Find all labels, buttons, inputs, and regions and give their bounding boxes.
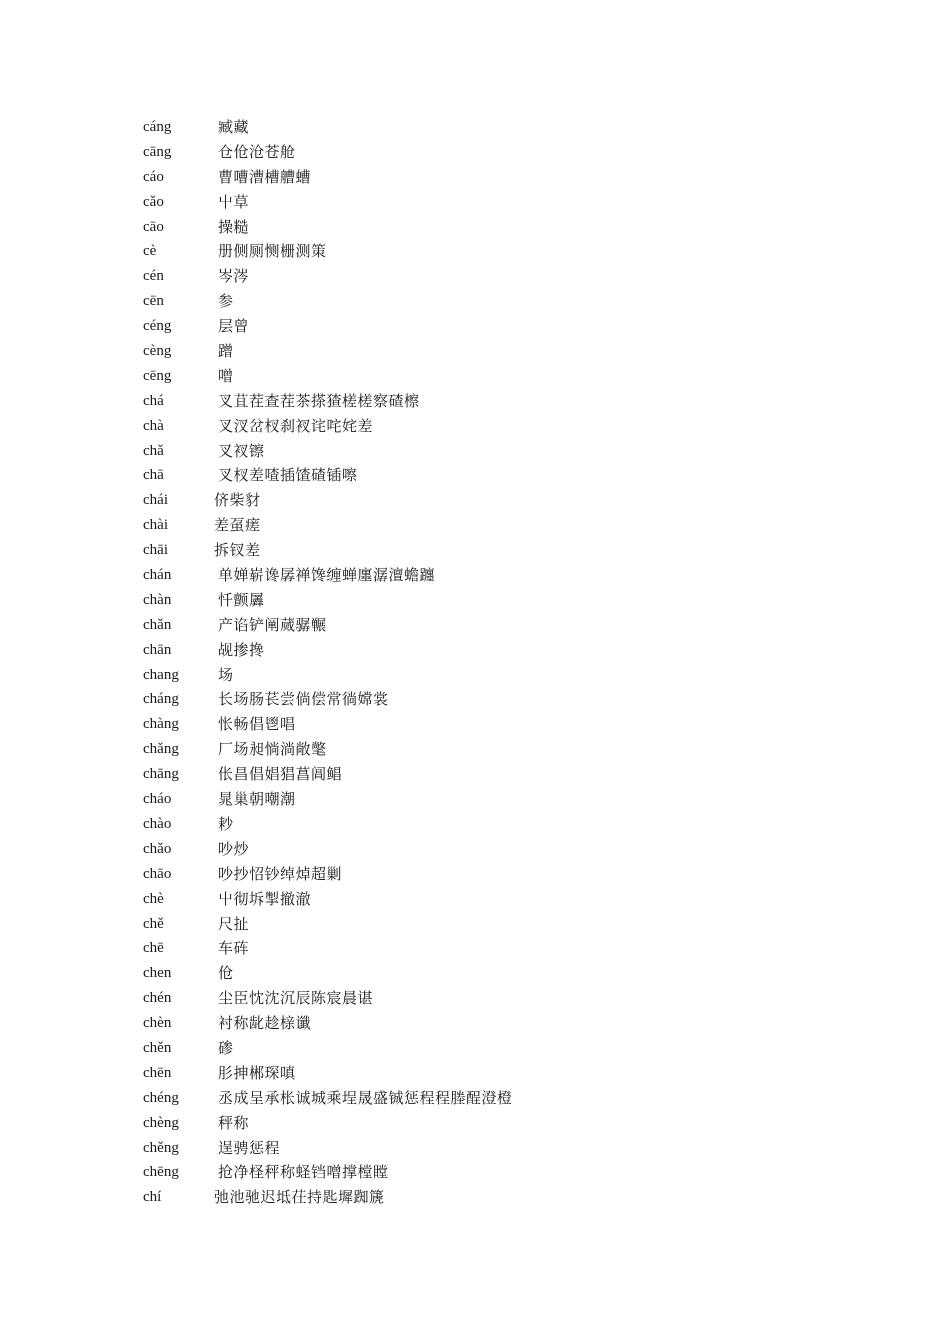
list-item — [143, 563, 903, 588]
list-item — [143, 439, 903, 464]
list-item — [143, 1011, 903, 1036]
list-item — [143, 762, 903, 787]
character-group: 曹嘈漕槽艚螬 — [218, 167, 312, 186]
pinyin-label: chén — [143, 990, 172, 1007]
pinyin-label: chang — [143, 666, 179, 683]
pinyin-label: cǎo — [143, 193, 164, 210]
list-item — [143, 165, 903, 190]
character-group: 伥昌倡娼猖菖阊鲳 — [218, 765, 343, 784]
character-group: 丞成呈承枨诚城乘埕晟盛铖惩程程塍酲澄橙 — [218, 1088, 513, 1107]
character-group: 叉衩镲 — [218, 441, 265, 460]
character-group: 抢净柽秤称蛏铛噌撑樘瞠 — [218, 1163, 389, 1182]
pinyin-label: chǎng — [143, 741, 179, 758]
pinyin-label: chēn — [143, 1064, 172, 1081]
character-group: 晁巢朝嘲潮 — [218, 790, 296, 809]
character-group: 操糙 — [218, 217, 250, 236]
pinyin-label: cēng — [143, 367, 172, 384]
pinyin-label: cháng — [143, 691, 179, 708]
list-item — [143, 140, 903, 165]
pinyin-label: chèng — [143, 1114, 179, 1131]
list-item — [143, 588, 903, 613]
pinyin-label: chái — [143, 492, 168, 509]
list-item — [143, 961, 903, 986]
list-item — [143, 638, 903, 663]
character-group: 屮草 — [218, 192, 250, 211]
character-group: 叉杈差喳插馇碴锸嚓 — [218, 466, 358, 485]
list-item — [143, 289, 903, 314]
pinyin-label: chàng — [143, 716, 179, 733]
character-group: 觇掺搀 — [218, 640, 265, 659]
pinyin-label: chí — [143, 1189, 162, 1206]
pinyin-label: chǎn — [143, 616, 172, 633]
list-item — [143, 513, 903, 538]
list-item — [143, 463, 903, 488]
character-group: 拆钗差 — [214, 541, 261, 560]
character-group: 参 — [218, 292, 234, 311]
character-group: 差虿瘥 — [214, 516, 261, 535]
list-item — [143, 737, 903, 762]
character-group: 秤称 — [218, 1113, 250, 1132]
pinyin-label: chàn — [143, 591, 172, 608]
character-group: 忏颤羼 — [218, 590, 265, 609]
pinyin-label: cháo — [143, 791, 172, 808]
pinyin-label: chěng — [143, 1139, 179, 1156]
character-group: 叉汊岔杈刹衩诧咤姹差 — [218, 416, 374, 435]
character-group: 伧 — [218, 964, 234, 983]
list-item — [143, 538, 903, 563]
character-group: 层曾 — [218, 317, 250, 336]
list-item — [143, 862, 903, 887]
list-item — [143, 1086, 903, 1111]
list-item — [143, 1160, 903, 1185]
pinyin-label: chài — [143, 517, 168, 534]
list-item — [143, 389, 903, 414]
list-item — [143, 712, 903, 737]
pinyin-label: cè — [143, 243, 157, 260]
character-group: 册侧厕恻栅测策 — [218, 242, 327, 261]
pinyin-label: chě — [143, 915, 164, 932]
pinyin-label: chā — [143, 467, 164, 484]
pinyin-label: cēn — [143, 293, 164, 310]
character-group: 长场肠苌尝倘偿常徜嫦裳 — [218, 690, 389, 709]
list-item — [143, 264, 903, 289]
list-item — [143, 787, 903, 812]
pinyin-label: cáng — [143, 119, 172, 135]
character-group: 车砗 — [218, 939, 250, 958]
list-item — [143, 239, 903, 264]
pinyin-label: cèng — [143, 343, 172, 360]
pinyin-label: chèn — [143, 1015, 172, 1032]
list-item — [143, 1036, 903, 1061]
pinyin-label: chéng — [143, 1089, 179, 1106]
pinyin-label: chào — [143, 815, 172, 832]
list-item — [143, 1061, 903, 1086]
character-group: 尺扯 — [218, 914, 250, 933]
character-group: 弛池驰迟坻茌持匙墀踟篪 — [214, 1188, 385, 1207]
character-group: 屮彻坼掣撤澈 — [218, 889, 312, 908]
list-item — [143, 314, 903, 339]
pinyin-label: chěn — [143, 1039, 172, 1056]
pinyin-label: cāo — [143, 218, 164, 235]
pinyin-label: chá — [143, 392, 164, 409]
pinyin-label: chè — [143, 890, 164, 907]
pinyin-label: chà — [143, 417, 164, 434]
character-group: 臧藏 — [218, 118, 250, 136]
pinyin-character-list — [143, 115, 903, 1210]
list-item — [143, 215, 903, 240]
list-item — [143, 687, 903, 712]
pinyin-label: chēng — [143, 1164, 179, 1181]
pinyin-label: chāng — [143, 766, 179, 783]
list-item — [143, 912, 903, 937]
pinyin-label: chǎo — [143, 840, 172, 857]
pinyin-label: cén — [143, 268, 164, 285]
pinyin-label: cáo — [143, 168, 164, 185]
pinyin-label: chāo — [143, 865, 172, 882]
character-group: 尘臣忱沈沉辰陈宸晨谌 — [218, 989, 374, 1008]
list-item — [143, 663, 903, 688]
list-item — [143, 837, 903, 862]
character-group: 厂场昶惝淌敞氅 — [218, 740, 327, 759]
list-item — [143, 115, 903, 140]
character-group: 逞骋惩程 — [218, 1138, 281, 1157]
pinyin-label: chāi — [143, 542, 168, 559]
list-item — [143, 812, 903, 837]
list-item — [143, 1136, 903, 1161]
character-group: 衬称龀趁榇谶 — [218, 1014, 312, 1033]
pinyin-label: chen — [143, 965, 172, 982]
list-item — [143, 1111, 903, 1136]
list-item — [143, 887, 903, 912]
character-group: 场 — [218, 665, 234, 684]
list-item — [143, 339, 903, 364]
character-group: 蹭 — [218, 342, 234, 361]
list-item — [143, 364, 903, 389]
character-group: 仓伧沧苍舱 — [218, 142, 296, 161]
pinyin-label: chē — [143, 940, 164, 957]
list-item — [143, 986, 903, 1011]
character-group: 肜抻郴琛嗔 — [218, 1063, 296, 1082]
character-group: 产谄铲阐蒇骣冁 — [218, 615, 327, 634]
character-group: 侪柴豺 — [214, 491, 261, 510]
pinyin-label: chán — [143, 567, 172, 584]
character-group: 碜 — [218, 1038, 234, 1057]
character-group: 单婵崭谗孱禅馋缠蝉廛潺澶蟾躔 — [218, 566, 436, 585]
list-item — [143, 613, 903, 638]
list-item — [143, 190, 903, 215]
list-item — [143, 488, 903, 513]
character-group: 吵抄怊钞绰焯超剿 — [218, 864, 343, 883]
pinyin-label: cāng — [143, 143, 172, 160]
pinyin-label: céng — [143, 318, 172, 335]
character-group: 耖 — [218, 814, 234, 833]
list-item — [143, 936, 903, 961]
character-group: 岑涔 — [218, 267, 250, 286]
pinyin-label: chān — [143, 641, 172, 658]
character-group: 吵炒 — [218, 839, 250, 858]
list-item — [143, 1185, 903, 1210]
character-group: 叉苴茬查茬茶搽猹槎槎察碴檫 — [218, 391, 420, 410]
character-group: 噌 — [218, 366, 234, 385]
character-group: 怅畅倡鬯唱 — [218, 715, 296, 734]
pinyin-label: chǎ — [143, 442, 164, 459]
list-item — [143, 414, 903, 439]
